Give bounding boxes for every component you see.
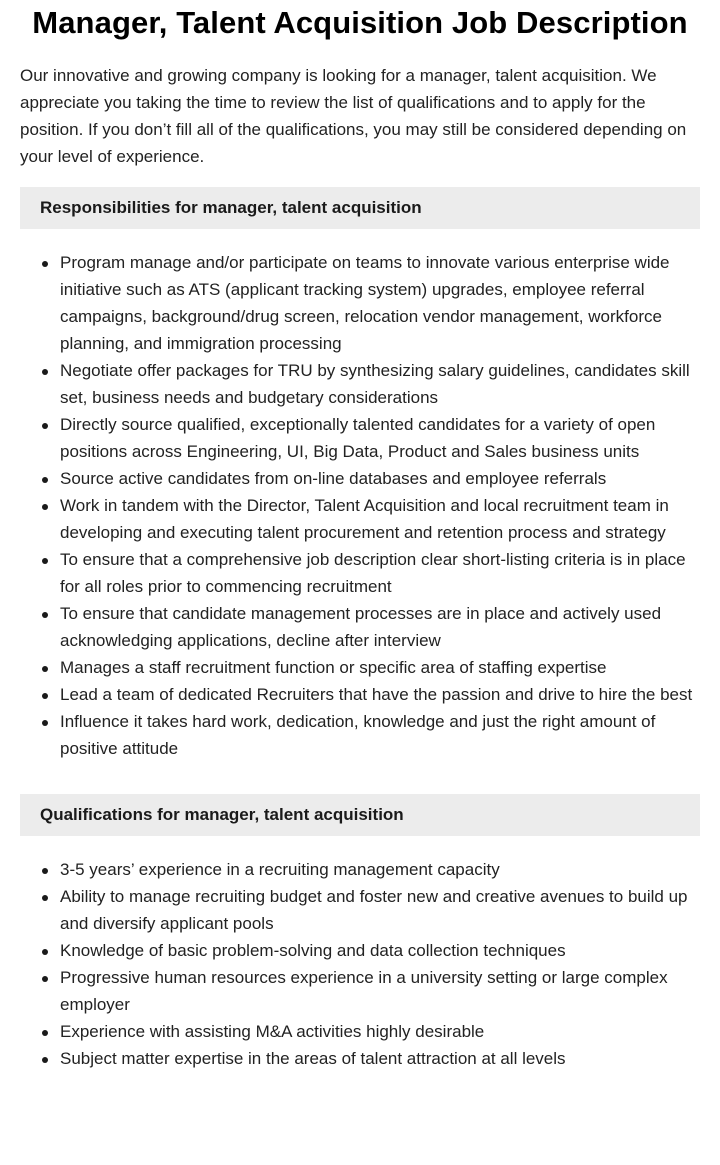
responsibilities-list [20, 249, 700, 762]
intro-paragraph: Our innovative and growing company is looking for a manager, talent acquisition. We appreciate you taking the time to review the list of qualifications and to apply for the position. If you don’t fill all of the qualifications, you may still be considered depending on your level of experience. [20, 66, 687, 166]
qualification-item: Ability to manage recruiting budget and foster new and creative avenues to build up and diversify applicant pools [60, 883, 700, 937]
responsibility-item: Program manage and/or participate on teams to innovate various enterprise wide initiative such as ATS (applicant tracking system) upgrades, employee referral campaigns, background/drug screen, relocation vendor management, workforce planning, and immigration processing [60, 249, 700, 357]
responsibility-item: Manages a staff recruitment function or specific area of staffing expertise [60, 654, 700, 681]
responsibility-item: Source active candidates from on-line databases and employee referrals [60, 465, 700, 492]
responsibility-item: Influence it takes hard work, dedication, knowledge and just the right amount of positive attitude [60, 708, 700, 762]
qualification-item: Knowledge of basic problem-solving and data collection techniques [60, 937, 700, 964]
responsibility-item: Directly source qualified, exceptionally talented candidates for a variety of open positions across Engineering, UI, Big Data, Product and Sales business units [60, 411, 700, 465]
responsibility-item: Negotiate offer packages for TRU by synthesizing salary guidelines, candidates skill set, business needs and budgetary considerations [60, 357, 700, 411]
qualification-item: Experience with assisting M&A activities highly desirable [60, 1018, 700, 1045]
responsibility-item: Work in tandem with the Director, Talent Acquisition and local recruitment team in developing and executing talent procurement and retention process and strategy [60, 492, 700, 546]
qualification-item: 3-5 years’ experience in a recruiting management capacity [60, 856, 700, 883]
responsibility-item: To ensure that candidate management processes are in place and actively used acknowledging applications, decline after interview [60, 600, 700, 654]
responsibility-item: Lead a team of dedicated Recruiters that have the passion and drive to hire the best [60, 681, 700, 708]
responsibility-item: To ensure that a comprehensive job description clear short-listing criteria is in place for all roles prior to commencing recruitment [60, 546, 700, 600]
qualification-item: Subject matter expertise in the areas of talent attraction at all levels [60, 1045, 700, 1072]
qualification-item: Progressive human resources experience in a university setting or large complex employer [60, 964, 700, 1018]
page-title: Manager, Talent Acquisition Job Description [32, 5, 688, 40]
qualifications-list [20, 856, 700, 1072]
responsibilities-heading: Responsibilities for manager, talent acquisition [20, 187, 700, 229]
qualifications-heading: Qualifications for manager, talent acquisition [20, 794, 700, 836]
